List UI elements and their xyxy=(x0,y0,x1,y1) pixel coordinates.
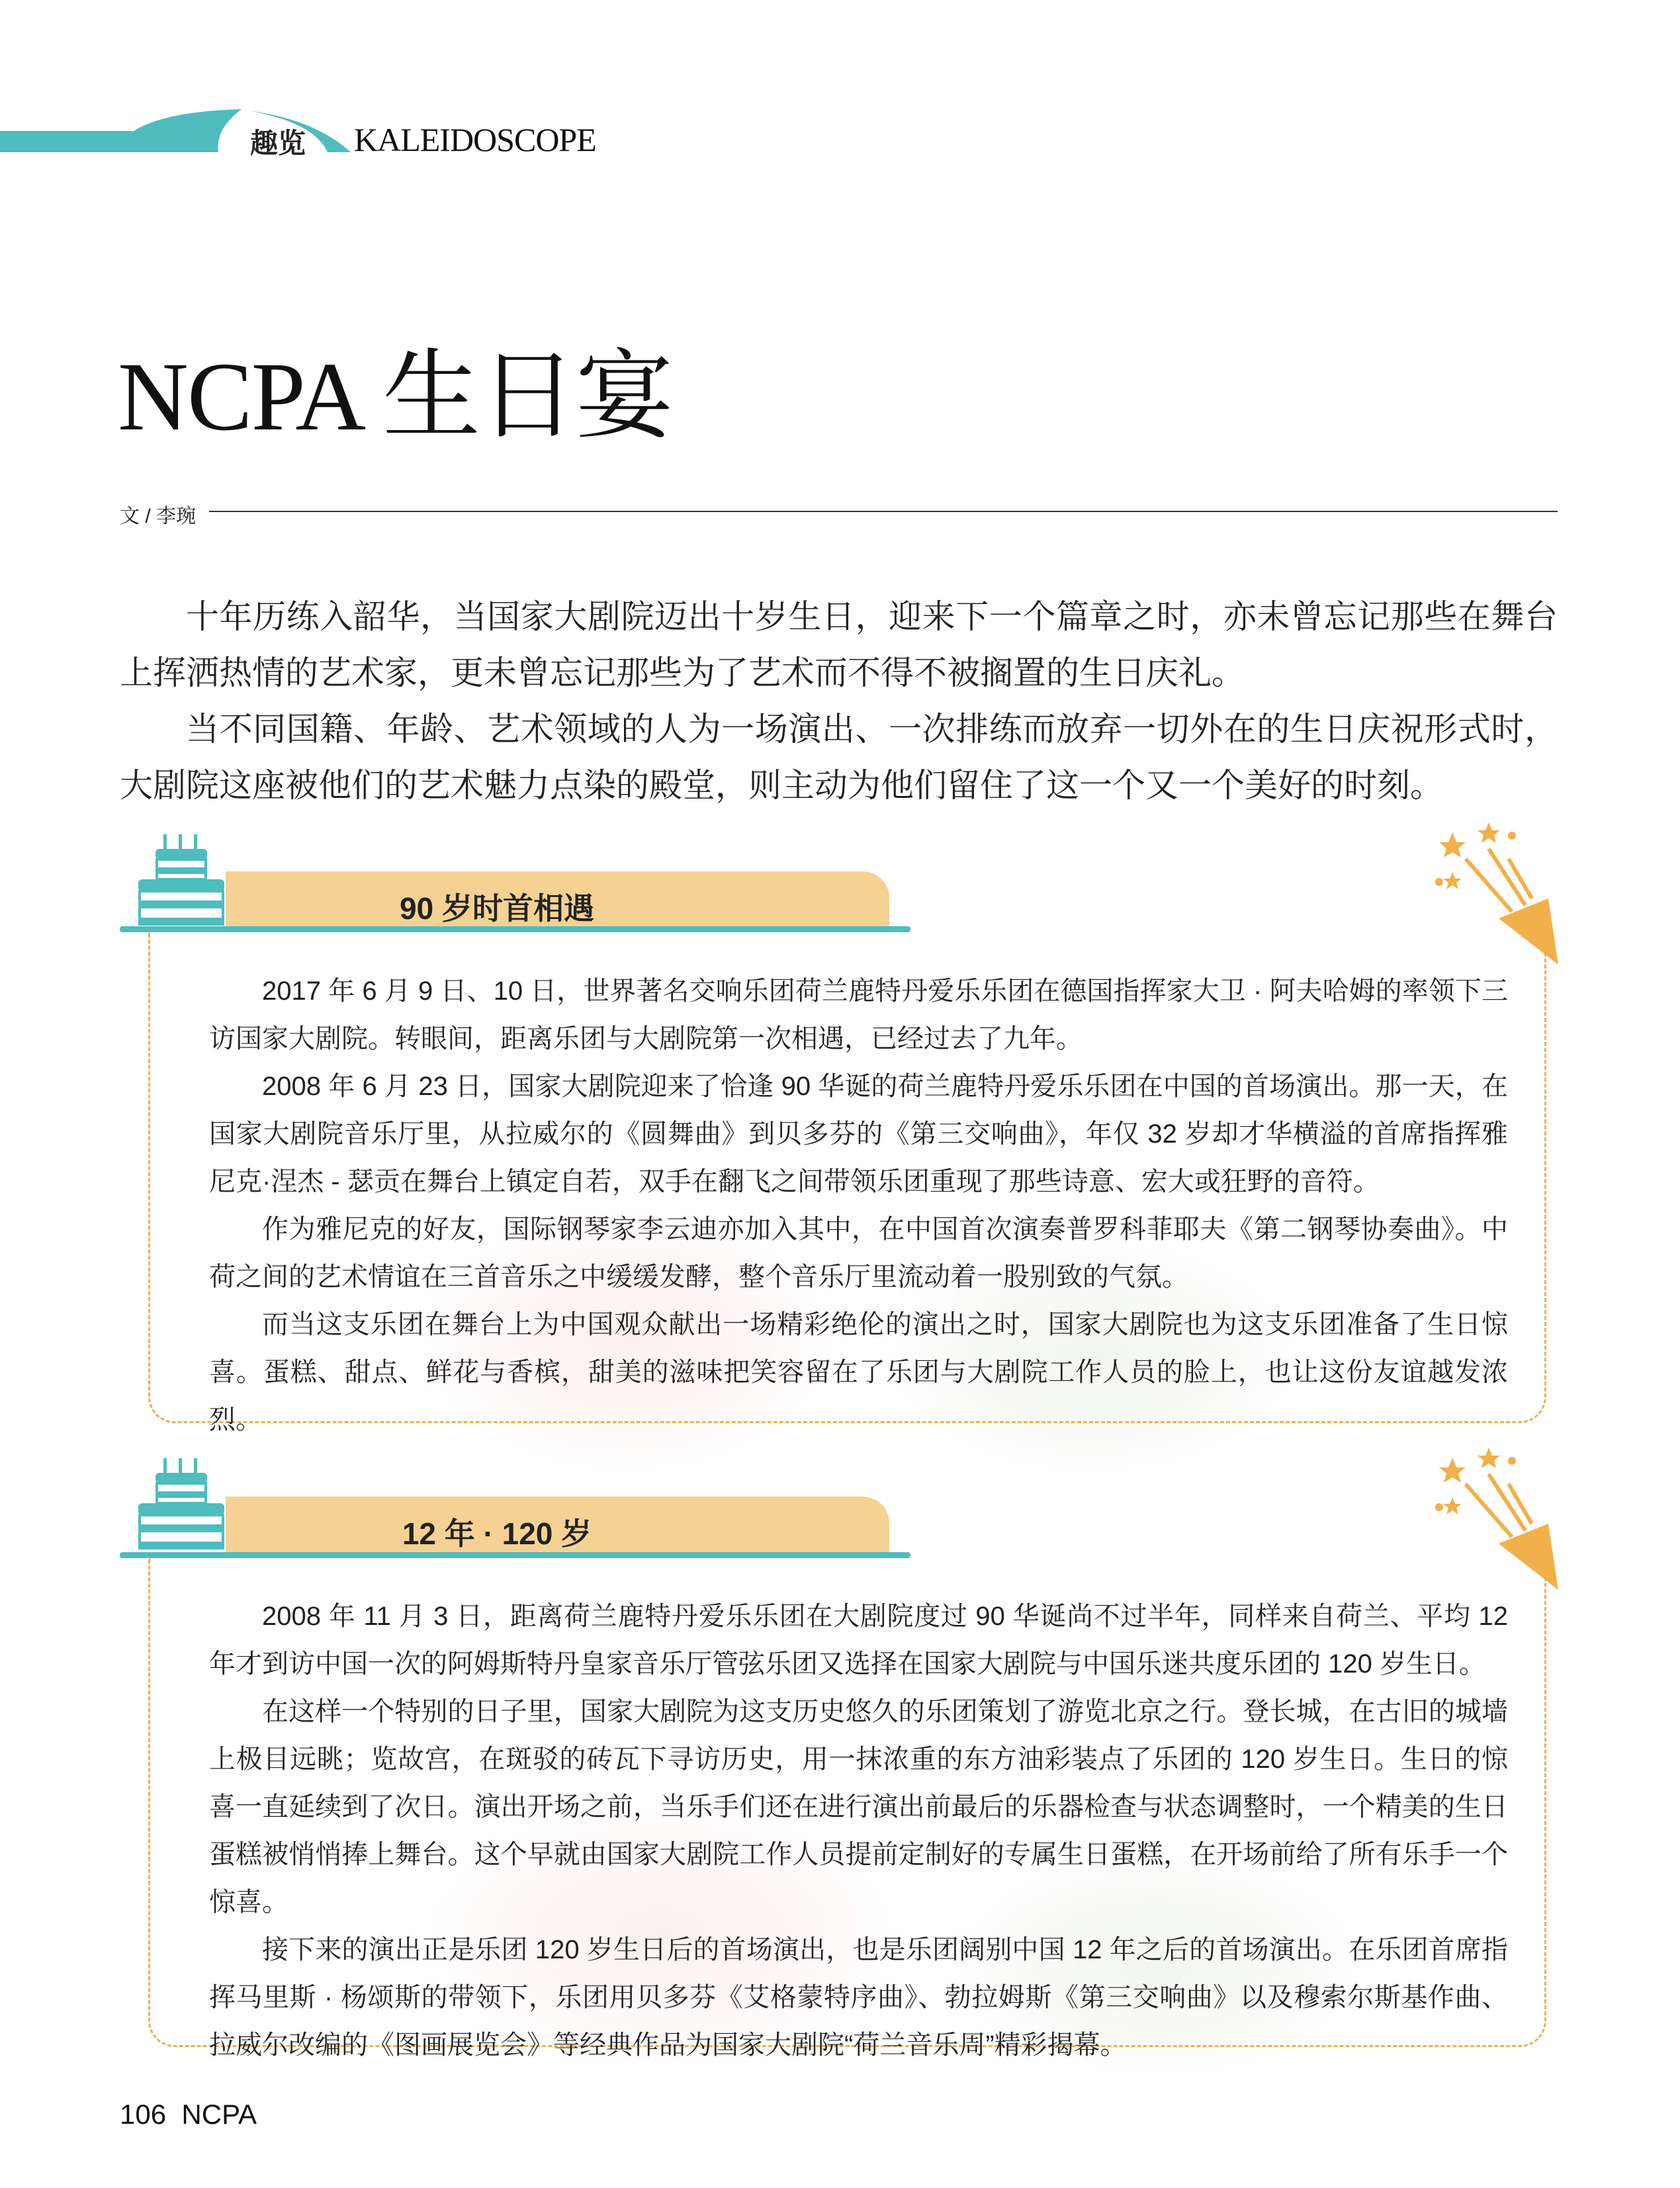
section-tab xyxy=(226,1497,889,1557)
article-title: NCPA 生日宴 xyxy=(118,343,673,451)
intro xyxy=(120,589,1558,814)
birthday-cake-icon xyxy=(137,830,226,930)
party-popper-icon xyxy=(1426,819,1565,978)
section-title: 12 年 · 120 岁 xyxy=(402,1516,592,1551)
section-label-cn: 趣览 xyxy=(250,128,306,159)
divider xyxy=(209,511,1558,512)
section-body xyxy=(209,1593,1508,2069)
intro-paragraph: 十年历练入韶华，当国家大剧院迈出十岁生日，迎来下一个篇章之时，亦未曾忘记那些在舞台上挥洒热情的艺术家，更未曾忘记那些为了艺术而不得不被搁置的生日庆礼。 xyxy=(120,598,1558,691)
section-label-en: KALEIDOSCOPE xyxy=(354,121,596,158)
birthday-cake-icon xyxy=(137,1454,226,1553)
header-dome-decoration xyxy=(116,109,351,152)
paragraph: 作为雅尼克的好友，国际钢琴家李云迪亦加入其中，在中国首次演奏普罗科菲耶夫《第二钢琴协奏曲》。中荷之间的艺术情谊在三首音乐之中缓缓发酵，整个音乐厅里流动着一股别致的气氛。 xyxy=(209,1215,1508,1291)
section-title: 90 岁时首相遇 xyxy=(400,891,594,926)
paragraph: 2008 年 6 月 23 日，国家大剧院迎来了恰逢 90 华诞的荷兰鹿特丹爱乐乐团在中国的首场演出。那一天，在国家大剧院音乐厅里，从拉威尔的《圆舞曲》到贝多芬的《第三交响曲》，年仅 32 岁却才华横溢的首席指挥雅尼克·涅杰 - 瑟贡在舞台上镇定自若，双手在翻飞之间带领乐团重现了那些诗意、宏大或狂野的音符。 xyxy=(209,1072,1508,1196)
party-popper-icon xyxy=(1426,1444,1565,1603)
author-byline: 文 / 李琬 xyxy=(120,505,197,527)
paragraph: 在这样一个特别的日子里，国家大剧院为这支历史悠久的乐团策划了游览北京之行。登长城，在古旧的城墙上极目远眺；览故宫，在斑驳的砖瓦下寻访历史，用一抹浓重的东方油彩装点了乐团的 120 岁生日。生日的惊喜一直延续到了次日。演出开场之前，当乐手们还在进行演出前最后的乐器检查与状态调整时，一个精美的生日蛋糕被悄悄捧上舞台。这个早就由国家大剧院工作人员提前定制好的专属生日蛋糕，在开场前给了所有乐手一个惊喜。 xyxy=(209,1697,1508,1917)
section-tab xyxy=(226,871,889,932)
page-footer: 106 NCPA xyxy=(120,2099,257,2130)
intro-paragraph: 当不同国籍、年龄、艺术领域的人为一场演出、一次排练而放弃一切外在的生日庆祝形式时，大剧院这座被他们的艺术魅力点染的殿堂，则主动为他们留住了这一个又一个美好的时刻。 xyxy=(120,711,1558,804)
header-bar xyxy=(0,131,132,152)
paragraph: 2008 年 11 月 3 日，距离荷兰鹿特丹爱乐乐团在大剧院度过 90 华诞尚不过半年，同样来自荷兰、平均 12 年才到访中国一次的阿姆斯特丹皇家音乐厅管弦乐团又选择在国家大剧院与中国乐迷共度乐团的 120 岁生日。 xyxy=(209,1602,1508,1679)
paragraph: 2017 年 6 月 9 日、10 日，世界著名交响乐团荷兰鹿特丹爱乐乐团在德国指挥家大卫 · 阿夫哈姆的率领下三访国家大剧院。转眼间，距离乐团与大剧院第一次相遇，已经过去了九年。 xyxy=(209,977,1508,1053)
paragraph: 而当这支乐团在舞台上为中国观众献出一场精彩绝伦的演出之时，国家大剧院也为这支乐团准备了生日惊喜。蛋糕、甜点、鲜花与香槟，甜美的滋味把笑容留在了乐团与大剧院工作人员的脸上，也让这份友谊越发浓烈。 xyxy=(209,1310,1508,1434)
paragraph: 接下来的演出正是乐团 120 岁生日后的首场演出，也是乐团阔别中国 12 年之后的首场演出。在乐团首席指挥马里斯 · 杨颂斯的带领下，乐团用贝多芬《艾格蒙特序曲》、勃拉姆斯《第三交响曲》以及穆索尔斯基作曲、拉威尔改编的《图画展览会》等经典作品为国家大剧院“荷兰音乐周”精彩揭幕。 xyxy=(209,1935,1508,2060)
section-body xyxy=(209,967,1508,1444)
